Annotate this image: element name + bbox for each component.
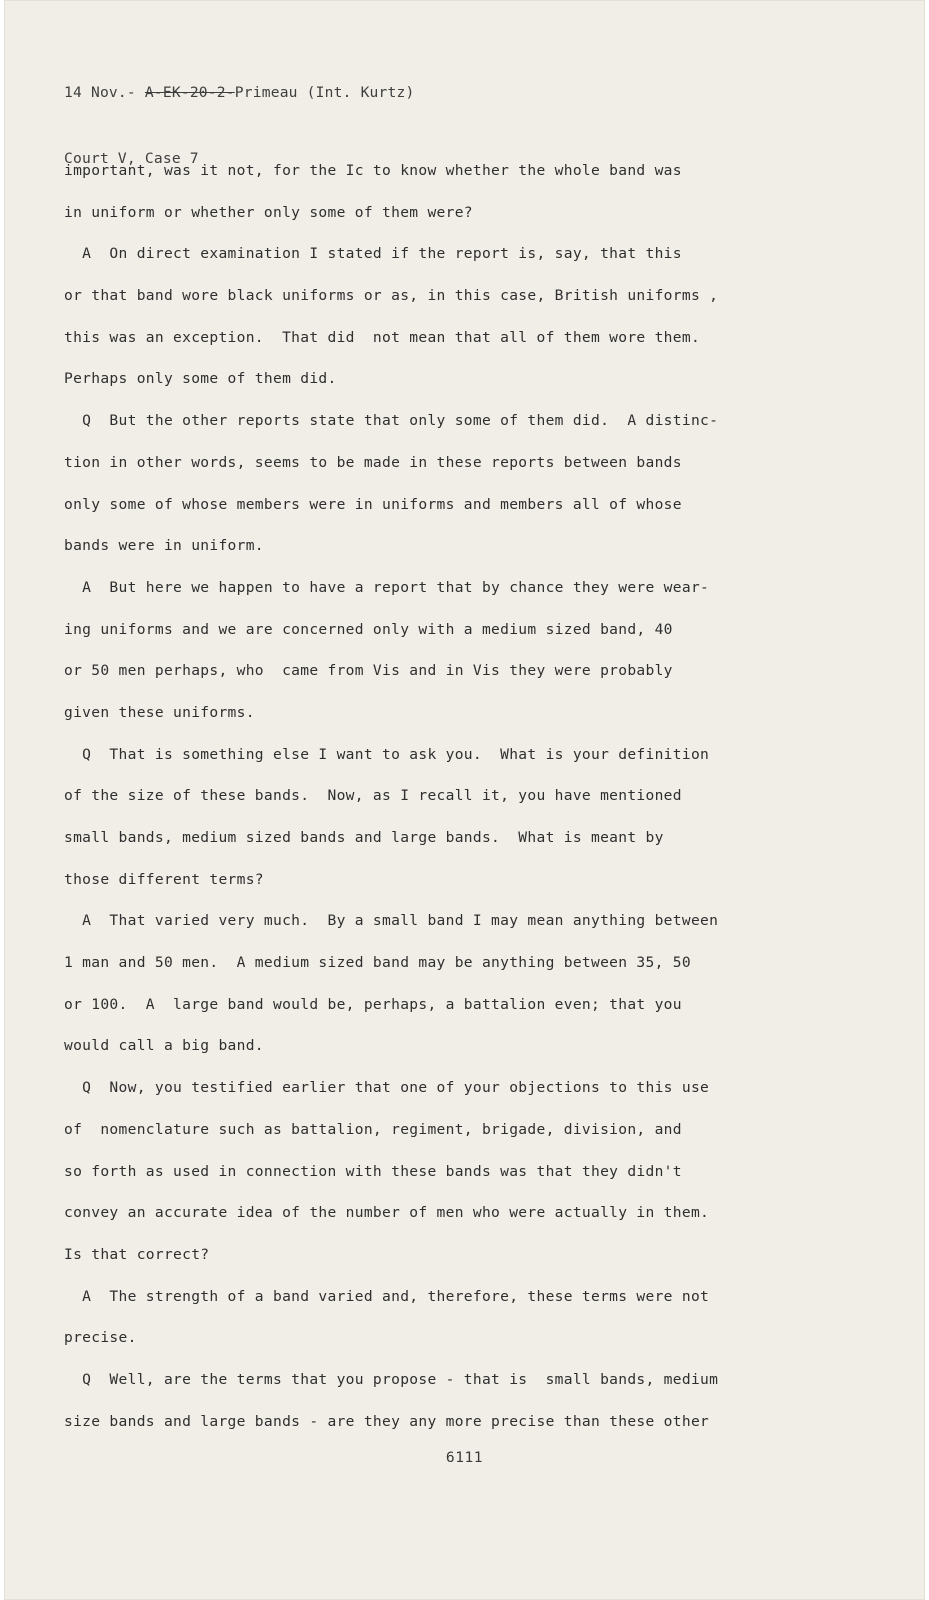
transcript-line: Q That is something else I want to ask you. What is your definition xyxy=(64,745,710,763)
transcript-line: Is that correct? xyxy=(64,1245,210,1263)
transcript-line: Q Now, you testified earlier that one of your objections to this use xyxy=(64,1079,710,1097)
transcript-line: this was an exception. That did not mean that all of them wore them. xyxy=(64,328,701,346)
transcript-line: bands were in uniform. xyxy=(64,537,264,555)
transcript-line: important, was it not, for the Ic to know whether the whole band was xyxy=(64,162,682,179)
transcript-line: A That varied very much. By a small band I may mean anything between xyxy=(64,912,719,930)
transcript-line: or 100. A large band would be, perhaps, a battalion even; that you xyxy=(64,995,682,1013)
header-court-line: Court V, Case 7 xyxy=(64,150,199,167)
transcript-line: tion in other words, seems to be made in these reports between bands xyxy=(64,453,682,471)
transcript-line: A The strength of a band varied and, therefore, these terms were not xyxy=(64,1287,710,1305)
transcript-line: of the size of these bands. Now, as I recall it, you have mentioned xyxy=(64,787,682,805)
transcript-line: ing uniforms and we are concerned only with a medium sized band, 40 xyxy=(64,620,673,638)
transcript-line: A On direct examination I stated if the report is, say, that this xyxy=(64,245,682,263)
header-name: Primeau (Int. Kurtz) xyxy=(234,84,415,101)
transcript-line: in uniform or whether only some of them were? xyxy=(64,203,473,221)
transcript-line: Q But the other reports state that only some of them did. A distinc- xyxy=(64,412,719,430)
header-title-line xyxy=(64,82,415,104)
transcript-line: convey an accurate idea of the number of men who were actually in them. xyxy=(64,1204,710,1222)
transcript-line: or that band wore black uniforms or as, in this case, British uniforms , xyxy=(64,287,719,305)
transcript-line: would call a big band. xyxy=(64,1037,264,1055)
header-date: 14 Nov.- xyxy=(64,84,145,101)
transcript-line: those different terms? xyxy=(64,870,264,888)
page-number: 6111 xyxy=(445,1449,484,1466)
transcript-line: or 50 men perhaps, who came from Vis and in Vis they were probably xyxy=(64,662,673,680)
transcript-line: small bands, medium sized bands and large bands. What is meant by xyxy=(64,829,664,846)
transcript-line: so forth as used in connection with these bands was that they didn't xyxy=(64,1162,682,1180)
transcript-line: 1 man and 50 men. A medium sized band may be anything between 35, 50 xyxy=(64,954,691,972)
transcript-line: A But here we happen to have a report that by chance they were wear- xyxy=(64,578,710,596)
transcript-line: given these uniforms. xyxy=(64,703,255,721)
document-page xyxy=(4,0,925,1600)
transcript-line: of nomenclature such as battalion, regiment, brigade, division, and xyxy=(64,1120,682,1138)
transcript-body xyxy=(64,160,718,1452)
transcript-line: size bands and large bands - are they any more precise than these other xyxy=(64,1412,710,1430)
transcript-line: only some of whose members were in uniforms and members all of whose xyxy=(64,495,682,513)
header-struck-text: A-EK-20-2- xyxy=(144,84,235,101)
transcript-line: precise. xyxy=(64,1329,137,1347)
transcript-line: Perhaps only some of them did. xyxy=(64,370,337,388)
transcript-line: Q Well, are the terms that you propose - that is small bands, medium xyxy=(64,1370,719,1388)
